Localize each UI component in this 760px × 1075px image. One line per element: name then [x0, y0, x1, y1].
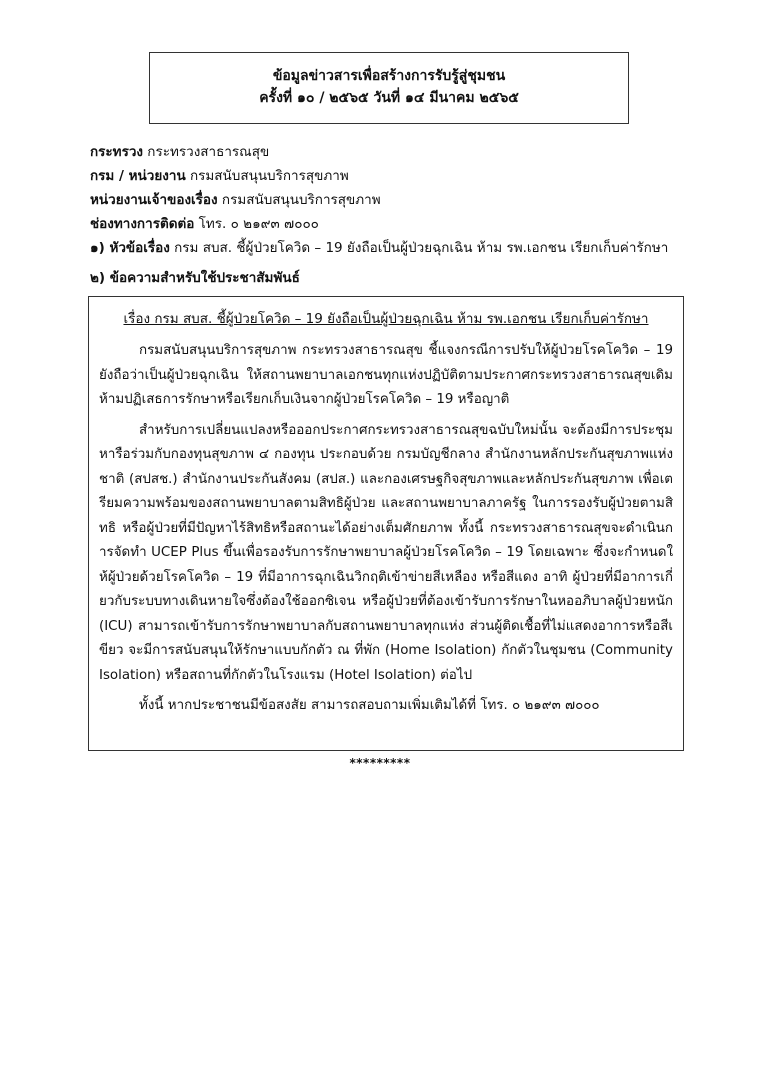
section-2-title: ๒) ข้อความสำหรับใช้ประชาสัมพันธ์: [90, 270, 300, 286]
paragraph-3: ทั้งนี้ หากประชาชนมีข้อสงสัย สามารถสอบถามเพิ่มเติมได้ที่ โทร. ๐ ๒๑๙๓ ๗๐๐๐: [139, 698, 600, 713]
subject-row: [90, 236, 690, 260]
contact-label: ช่องทางการติดต่อ: [90, 216, 195, 232]
end-of-document-mark: *********: [349, 756, 411, 770]
department-row: [90, 164, 690, 188]
press-release-box: [88, 296, 684, 751]
department-value: กรมสนับสนุนบริการสุขภาพ: [189, 168, 349, 184]
header-title: ข้อมูลข่าวสารเพื่อสร้างการรับรู้สู่ชุมชน: [272, 68, 506, 84]
ministry-row: [90, 140, 690, 164]
contact-value: โทร. ๐ ๒๑๙๓ ๗๐๐๐: [198, 216, 319, 232]
owner-row: [90, 188, 690, 212]
subject-value: กรม สบส. ชี้ผู้ป่วยโควิด – 19 ยังถือเป็นผู้ป่วยฉุกเฉิน ห้าม รพ.เอกชน เรียกเก็บค่ารักษา: [174, 240, 669, 256]
paragraph-1: กรมสนับสนุนบริการสุขภาพ กระทรวงสาธารณสุข ชี้แจงกรณีการปรับให้ผู้ป่วยโรคโควิด – 19 ยังถือว่าเป็นผู้ป่วยฉุกเฉิน ให้สถานพยาบาลเอกชนทุกแห่งปฏิบัติตามประกาศกระทรวงสาธารณสุขเดิม ห้ามปฏิเสธการรักษาหรือเรียกเก็บเงินจากผู้ป่วยโรคโควิด – 19 หรือญาติ: [99, 343, 673, 407]
header-box: [149, 52, 629, 124]
ministry-label: กระทรวง: [90, 144, 143, 160]
owner-label: หน่วยงานเจ้าของเรื่อง: [90, 192, 218, 208]
press-release-title: เรื่อง กรม สบส. ชี้ผู้ป่วยโควิด – 19 ยังถือเป็นผู้ป่วยฉุกเฉิน ห้าม รพ.เอกชน เรียกเก็บค่ารักษา: [123, 311, 649, 327]
metadata-block: [90, 140, 690, 260]
subject-label: ๑) หัวข้อเรื่อง: [90, 240, 170, 256]
department-label: กรม / หน่วยงาน: [90, 168, 186, 184]
contact-row: [90, 212, 690, 236]
header-issue-date: ครั้งที่ ๑๐ / ๒๕๖๕ วันที่ ๑๔ มีนาคม ๒๕๖๕: [259, 90, 519, 106]
paragraph-2: สำหรับการเปลี่ยนแปลงหรือออกประกาศกระทรวงสาธารณสุขฉบับใหม่นั้น จะต้องมีการประชุมหารือร่วมกับกองทุนสุขภาพ ๔ กองทุน ประกอบด้วย กรมบัญชีกลาง สำนักงานหลักประกันสุขภาพแห่งชาติ (สปสช.) สำนักงานประกันสังคม (สปส.) และกองเศรษฐกิจสุขภาพและหลักประกันสุขภาพ เพื่อเตรียมความพร้อมของสถานพยาบาลตามสิทธิผู้ป่วย และสถานพยาบาลภาครัฐ ในการรองรับผู้ป่วยตามสิทธิ หรือผู้ป่วยที่มีปัญหาไร้สิทธิหรือสถานะได้อย่างเต็มศักยภาพ ทั้งนี้ กระทรวงสาธารณสุขจะดำเนินการจัดทำ UCEP Plus ขึ้นเพื่อรองรับการรักษาพยาบาลผู้ป่วยโรคโควิด – 19 โดยเฉพาะ ซึ่งจะกำหนดให้ผู้ป่วยด้วยโรคโควิด – 19 ที่มีอาการฉุกเฉินวิกฤติเข้าข่ายสีเหลือง หรือสีแดง อาทิ ผู้ป่วยที่มีอาการเกี่ยวกับระบบทางเดินหายใจซึ่งต้องใช้ออกซิเจน หรือผู้ป่วยที่ต้องเข้ารับการรักษาในหออภิบาลผู้ป่วยหนัก (ICU) สามารถเข้ารับการรักษาพยาบาลกับสถานพยาบาลทุกแห่ง ส่วนผู้ติดเชื้อที่ไม่แสดงอาการหรือสีเขียว จะมีการสนับสนุนให้รักษาแบบกักตัว ณ ที่พัก (Home Isolation) กักตัวในชุมชน (Community Isolation) หรือสถานที่กักตัวในโรงแรม (Hotel Isolation) ต่อไป: [99, 422, 673, 683]
ministry-value: กระทรวงสาธารณสุข: [147, 144, 270, 160]
owner-value: กรมสนับสนุนบริการสุขภาพ: [221, 192, 381, 208]
